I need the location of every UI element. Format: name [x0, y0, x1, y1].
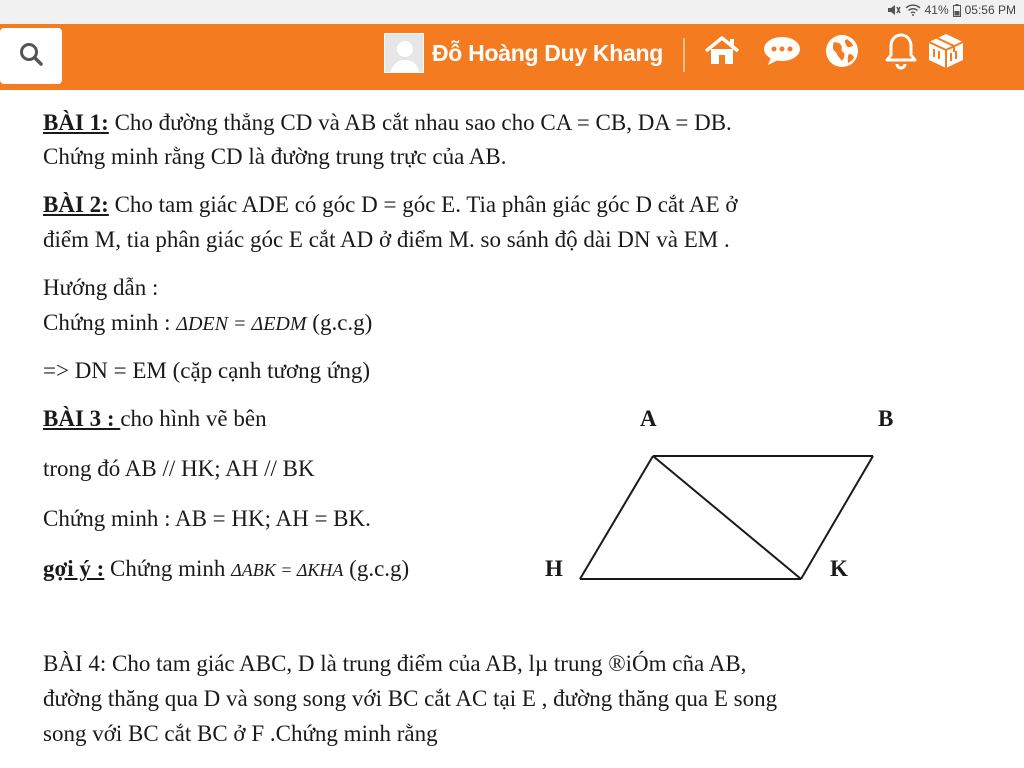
goi-y-suffix: (g.c.g): [343, 556, 410, 581]
notifications-button[interactable]: [880, 33, 922, 73]
ket-luan-2: => DN = EM (cặp cạnh tương ứng): [43, 358, 371, 383]
globe-icon: [825, 34, 859, 73]
bai3-line2: trong đó AB // HK; AH // BK: [43, 456, 315, 481]
vertex-label-k: K: [830, 556, 848, 581]
gift-icon: [926, 32, 966, 75]
bai2-line2: điểm M, tia phân giác góc E cắt AD ở điểm M. so sánh độ dài DN và EM .: [43, 227, 730, 252]
home-button[interactable]: [701, 33, 743, 73]
vertex-label-b: B: [878, 406, 894, 431]
bell-icon: [884, 32, 918, 75]
segment-ak: [653, 456, 801, 579]
bai4-block: [43, 646, 943, 751]
globe-button[interactable]: [821, 33, 863, 73]
parallelogram-figure: [560, 440, 900, 590]
bai3-text: cho hình vẽ bên: [120, 406, 267, 431]
bai1-title: BÀI 1:: [43, 110, 109, 135]
chung-minh-2: [43, 306, 372, 341]
segment-ha: [580, 456, 653, 579]
home-icon: [704, 35, 740, 72]
goi-y-label: gợi ý :: [43, 556, 105, 581]
bai2-line1: [43, 188, 738, 222]
user-name[interactable]: Đỗ Hoàng Duy Khang: [432, 39, 663, 66]
bai1-line1: [43, 106, 732, 140]
bai1-line2: Chứng minh rằng CD là đường trung trực của AB.: [43, 144, 507, 169]
status-icons: [887, 3, 1016, 17]
user-profile[interactable]: [384, 33, 663, 73]
battery-icon: [953, 4, 961, 17]
wifi-icon: [905, 4, 921, 16]
chung-minh-math: ΔDEN = ΔEDM: [176, 313, 307, 335]
avatar[interactable]: [384, 33, 424, 73]
search-icon: [18, 41, 44, 72]
document-image: [0, 90, 1024, 768]
bai3-title: BÀI 3 :: [43, 406, 121, 431]
mute-icon: [887, 4, 901, 16]
goi-y-math: ΔABK = ΔKHA: [231, 560, 344, 580]
header-divider: [683, 38, 685, 72]
bai4-line3: song với BC cắt BC ở F .Chứng minh rằng: [43, 721, 438, 746]
bai3-goi-y: [43, 552, 409, 587]
chat-icon: [762, 35, 802, 72]
bai4-line2: đường thăng qua D và song song với BC cắt AC tại E , đường thăng qua E song: [43, 686, 778, 711]
vertex-label-a: A: [640, 406, 657, 431]
bai1-text: Cho đường thẳng CD và AB cắt nhau sao cho CA = CB, DA = DB.: [108, 110, 732, 135]
vertex-label-h: H: [545, 556, 563, 581]
chat-button[interactable]: [761, 33, 803, 73]
bai2-title: BÀI 2:: [43, 192, 109, 217]
bai3-line1: [43, 402, 267, 436]
bai3-line3: Chứng minh : AB = HK; AH = BK.: [43, 506, 371, 531]
bai4-line1: BÀI 4: Cho tam giác ABC, D là trung điểm của AB, lµ trung ®iÓm cña AB,: [43, 651, 747, 676]
bai2-text: Cho tam giác ADE có góc D = góc E. Tia phân giác góc D cắt AE ở: [108, 192, 738, 217]
status-bar: [0, 0, 1024, 24]
search-button[interactable]: [0, 28, 62, 84]
chung-minh-label: Chứng minh :: [43, 310, 177, 335]
chung-minh-suffix: (g.c.g): [306, 310, 373, 335]
clock: 05:56 PM: [964, 3, 1016, 17]
app-header: [0, 24, 1024, 90]
goi-y-text: Chứng minh: [104, 556, 232, 581]
battery-percent: 41%: [924, 3, 949, 17]
gift-button[interactable]: [925, 33, 967, 73]
huong-dan: Hướng dẫn :: [43, 275, 159, 300]
